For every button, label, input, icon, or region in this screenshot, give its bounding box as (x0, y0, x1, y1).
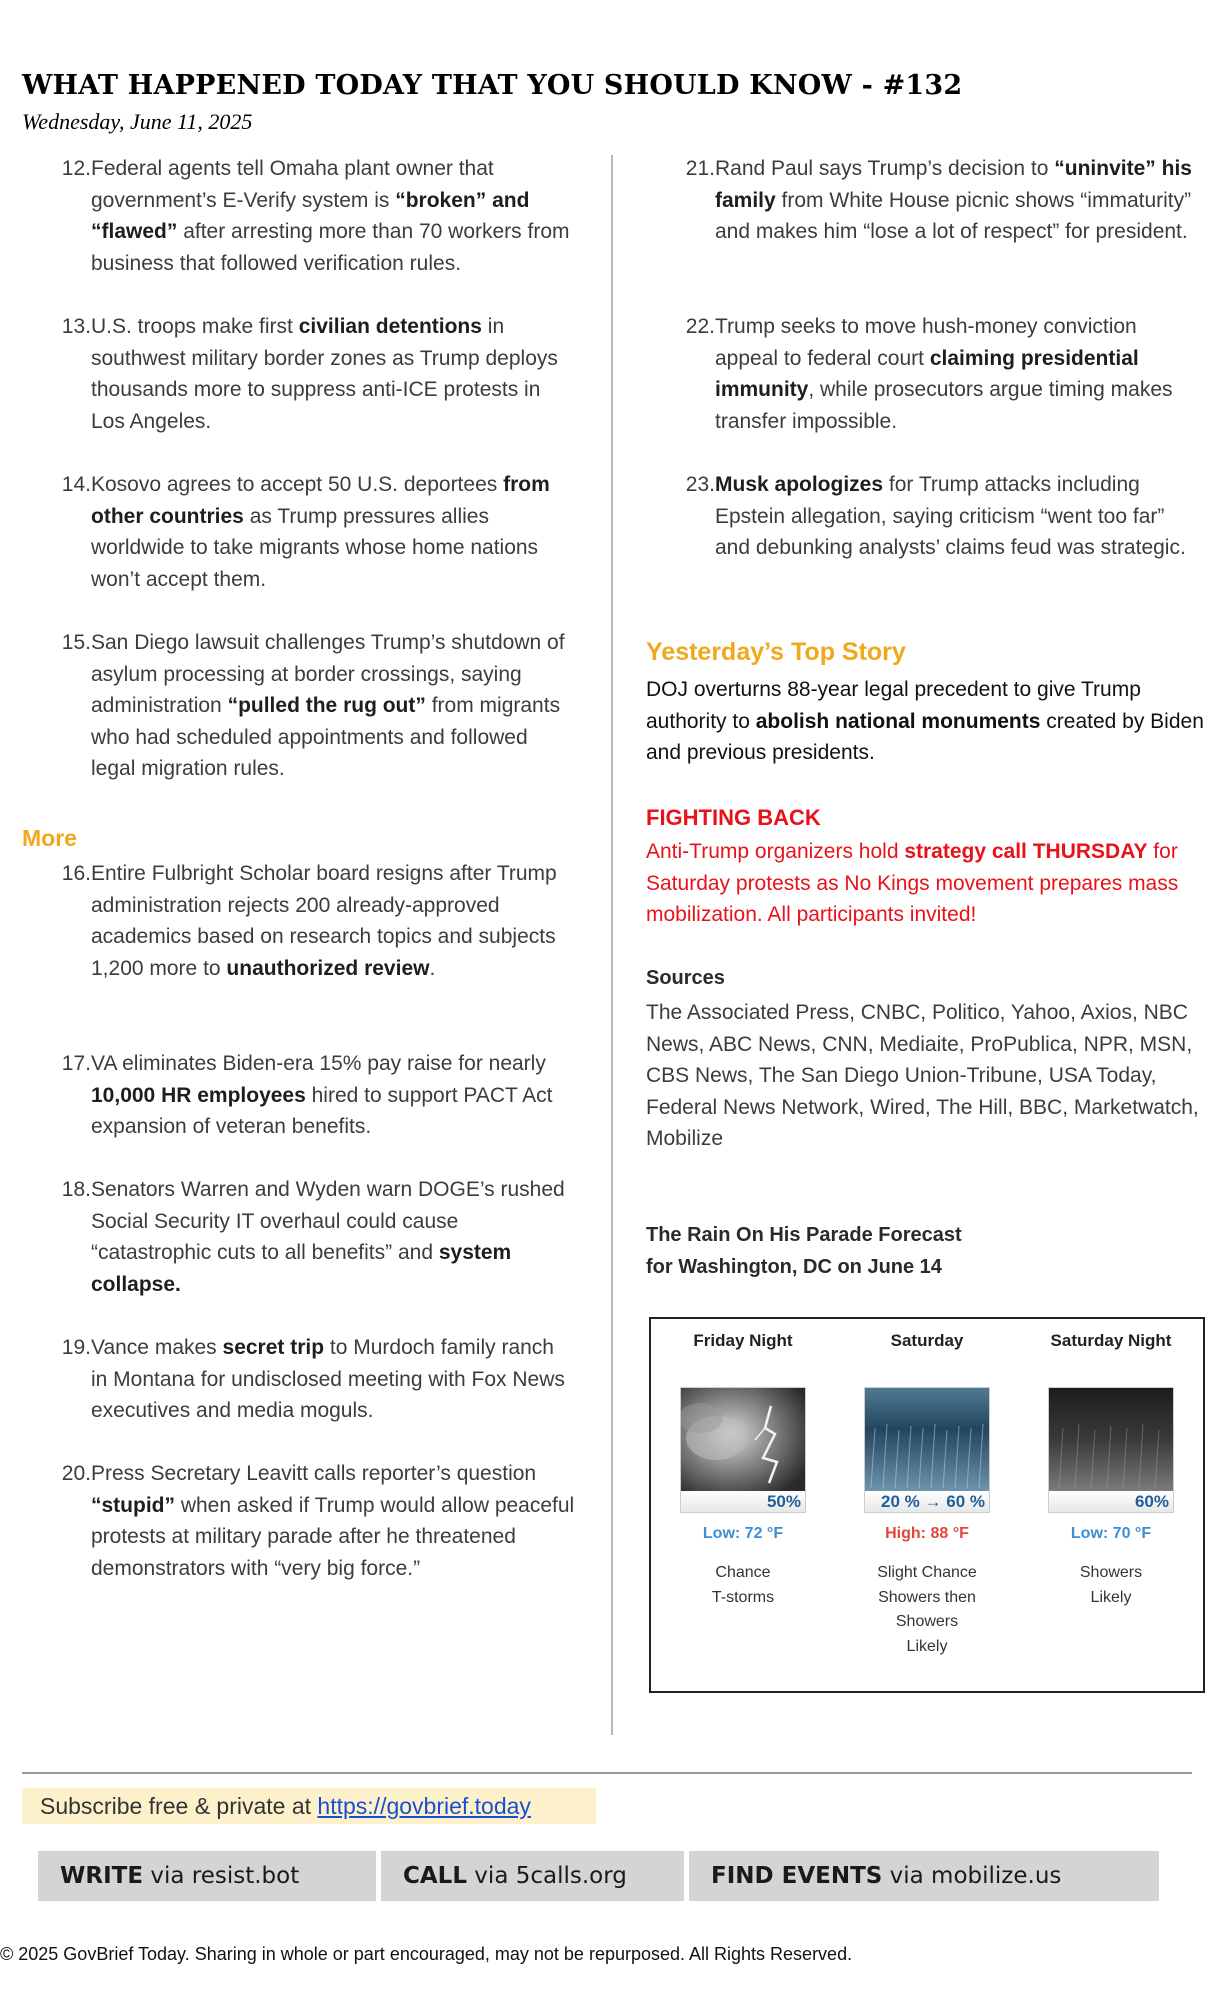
item-number: 16. (61, 862, 91, 885)
copyright-footer: © 2025 GovBrief Today. Sharing in whole or part encouraged, may not be repurposed. All Rights Reserved. (0, 1944, 853, 1964)
top-story-text: DOJ overturns 88-year legal precedent to give Trump authority to abolish national monuments created by Biden and previous presidents. (646, 678, 1204, 765)
item-text: Entire Fulbright Scholar board resigns after Trump administration rejects 200 already-approved academics based on research topics and subjects 1,200 more to unauthorized review. (91, 862, 557, 980)
item-number: 17. (61, 1052, 91, 1075)
forecast-period (651, 1319, 835, 1610)
forecast-day: Friday Night (693, 1331, 793, 1350)
item-text: Vance makes secret trip to Murdoch family ranch in Montana for undisclosed meeting with Fox News executives and media moguls. (91, 1336, 565, 1423)
news-item (55, 627, 575, 785)
rain-showers-icon (864, 1387, 990, 1513)
item-text: Trump seeks to move hush-money conviction appeal to federal court claiming presidential immunity, while prosecutors argue timing makes transfer impossible. (715, 315, 1173, 433)
find-events-action-button[interactable]: FIND EVENTS via mobilize.us (689, 1851, 1159, 1901)
top-story-heading: Yesterday’s Top Story (646, 638, 906, 666)
forecast-temp: Low: 70 °F (1070, 1525, 1152, 1542)
write-action-button[interactable]: WRITE via resist.bot (38, 1851, 376, 1901)
item-text: U.S. troops make first civilian detentions in southwest military border zones as Trump deploys thousands more to suppress anti-ICE protests in Los Angeles. (91, 315, 558, 433)
item-number: 15. (61, 631, 91, 654)
thunderstorm-icon (680, 1387, 806, 1513)
item-number: 23. (685, 473, 715, 496)
subscribe-text: Subscribe free & private at (40, 1793, 318, 1819)
news-item (55, 1332, 575, 1427)
forecast-heading-line2: for Washington, DC on June 14 (646, 1255, 942, 1278)
news-item (679, 311, 1204, 437)
forecast-temp: High: 88 °F (885, 1525, 969, 1542)
fighting-back-text: Anti-Trump organizers hold strategy call THURSDAY for Saturday protests as No Kings movement prepares mass mobilization. All participants invited! (646, 840, 1179, 927)
subscribe-link[interactable]: https://govbrief.today (317, 1793, 531, 1819)
item-text: Kosovo agrees to accept 50 U.S. deportees from other countries as Trump pressures allies worldwide to take migrants whose home nations won’t accept them. (91, 473, 550, 591)
item-text: Press Secretary Leavitt calls reporter’s question “stupid” when asked if Trump would allow peaceful protests at military parade after he threatened demonstrators with “very big force.” (91, 1462, 575, 1580)
sources-heading: Sources (646, 967, 725, 989)
item-text: San Diego lawsuit challenges Trump’s shutdown of asylum processing at border crossings, saying administration “pulled the rug out” from migrants who had scheduled appointments and followed legal migration rules. (91, 631, 565, 781)
more-heading: More (22, 825, 77, 851)
news-item (55, 1174, 575, 1300)
item-number: 19. (61, 1336, 91, 1359)
news-item (55, 153, 575, 279)
item-text: VA eliminates Biden-era 15% pay raise for nearly 10,000 HR employees hired to support PACT Act expansion of veteran benefits. (91, 1052, 553, 1139)
forecast-temp: Low: 72 °F (702, 1525, 784, 1542)
item-number: 13. (61, 315, 91, 338)
item-number: 18. (61, 1178, 91, 1201)
precip-percent: 50% (681, 1491, 805, 1512)
forecast-day: Saturday Night (1050, 1331, 1172, 1350)
forecast-desc: Showers Likely (1079, 1564, 1143, 1606)
item-number: 14. (61, 473, 91, 496)
item-text: Federal agents tell Omaha plant owner that government’s E-Verify system is “broken” and “flawed” after arresting more than 70 workers from business that followed verification rules. (91, 157, 570, 275)
news-item (55, 469, 575, 595)
item-text: Senators Warren and Wyden warn DOGE’s rushed Social Security IT overhaul could cause “catastrophic cuts to all benefits” and system collapse. (91, 1178, 565, 1296)
subscribe-banner (22, 1788, 596, 1824)
news-item (55, 1458, 575, 1584)
footer-divider (22, 1772, 1192, 1774)
call-action-button[interactable]: CALL via 5calls.org (381, 1851, 684, 1901)
news-item (679, 469, 1204, 564)
forecast-desc: Chance T-storms (711, 1564, 775, 1606)
newsletter-title: WHAT HAPPENED TODAY THAT YOU SHOULD KNOW - #132 (22, 70, 963, 101)
forecast-heading-line1: The Rain On His Parade Forecast (646, 1224, 962, 1246)
item-number: 22. (685, 315, 715, 338)
column-divider (611, 155, 613, 1735)
forecast-period (835, 1319, 1019, 1659)
item-number: 20. (61, 1462, 91, 1485)
newsletter-date: Wednesday, June 11, 2025 (22, 109, 253, 134)
forecast-period (1019, 1319, 1203, 1610)
forecast-panel (649, 1317, 1205, 1693)
item-text: Musk apologizes for Trump attacks including Epstein allegation, saying criticism “went too far” and debunking analysts’ claims feud was strategic. (715, 473, 1186, 560)
item-number: 21. (685, 157, 715, 180)
forecast-desc: Slight Chance Showers then Showers Likely (877, 1564, 977, 1655)
item-text: Rand Paul says Trump’s decision to “uninvite” his family from White House picnic shows “immaturity” and makes him “lose a lot of respect” for president. (715, 157, 1192, 244)
night-showers-icon (1048, 1387, 1174, 1513)
precip-percent: 60% (1049, 1491, 1173, 1512)
news-item (679, 153, 1204, 248)
sources-list: The Associated Press, CNBC, Politico, Yahoo, Axios, NBC News, ABC News, CNN, Mediaite, ProPublica, NPR, MSN, CBS News, The San Diego Union-Tribune, USA Today, Federal News Network, Wired, The Hill, BBC, Marketwatch, Mobilize (646, 1001, 1199, 1151)
item-number: 12. (61, 157, 91, 180)
forecast-heading (646, 1220, 1046, 1283)
news-item (55, 858, 575, 984)
precip-percent: 20 % → 60 % (865, 1491, 989, 1512)
fighting-back-heading: FIGHTING BACK (646, 805, 821, 830)
news-item (55, 1048, 575, 1143)
news-item (55, 311, 575, 437)
forecast-day: Saturday (890, 1331, 964, 1350)
